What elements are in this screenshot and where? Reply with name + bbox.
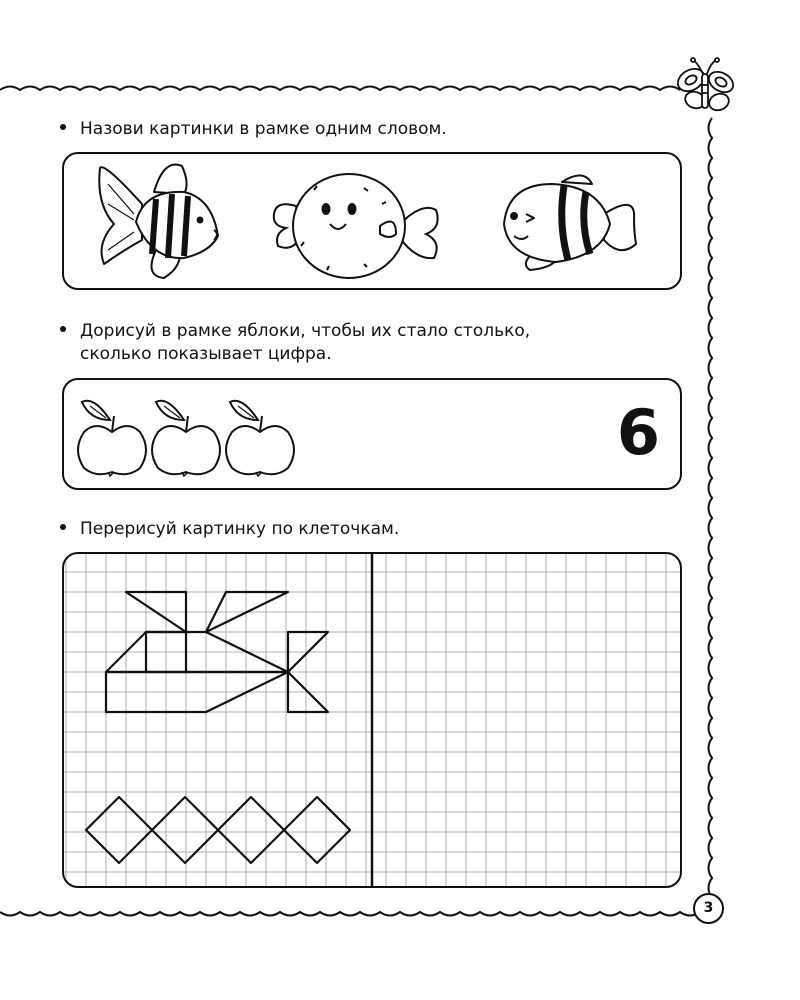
target-count: 6 — [616, 396, 660, 469]
apples-row — [64, 380, 444, 488]
striped-fish-icon — [99, 164, 218, 278]
apples-box — [62, 378, 682, 490]
drawing-grid-box[interactable] — [62, 552, 682, 888]
apple-icon — [78, 401, 146, 476]
task-instruction-1 — [60, 118, 447, 141]
task-instruction-3 — [60, 518, 399, 541]
fish-pictures-box — [62, 152, 682, 290]
drawing-grid[interactable] — [64, 554, 680, 886]
puffer-fish-icon — [274, 174, 438, 278]
bullet-icon — [60, 326, 66, 332]
clown-fish-icon — [504, 175, 636, 270]
task-2-text-line-1: Дорисуй в рамке яблоки, чтобы их стало столько, — [80, 321, 531, 341]
bullet-icon — [60, 524, 66, 530]
task-instruction-2 — [60, 320, 530, 366]
task-1-text: Назови картинки в рамке одним словом. — [80, 119, 447, 139]
task-2-text-line-2: сколько показывает цифра. — [80, 344, 332, 364]
apple-icon — [152, 401, 220, 476]
butterfly-icon — [674, 58, 737, 113]
bullet-icon — [60, 124, 66, 130]
task-3-text: Перерисуй картинку по клеточкам. — [80, 519, 400, 539]
page-number: 3 — [693, 893, 724, 924]
apple-icon — [226, 401, 294, 476]
fish-illustrations — [64, 154, 680, 288]
